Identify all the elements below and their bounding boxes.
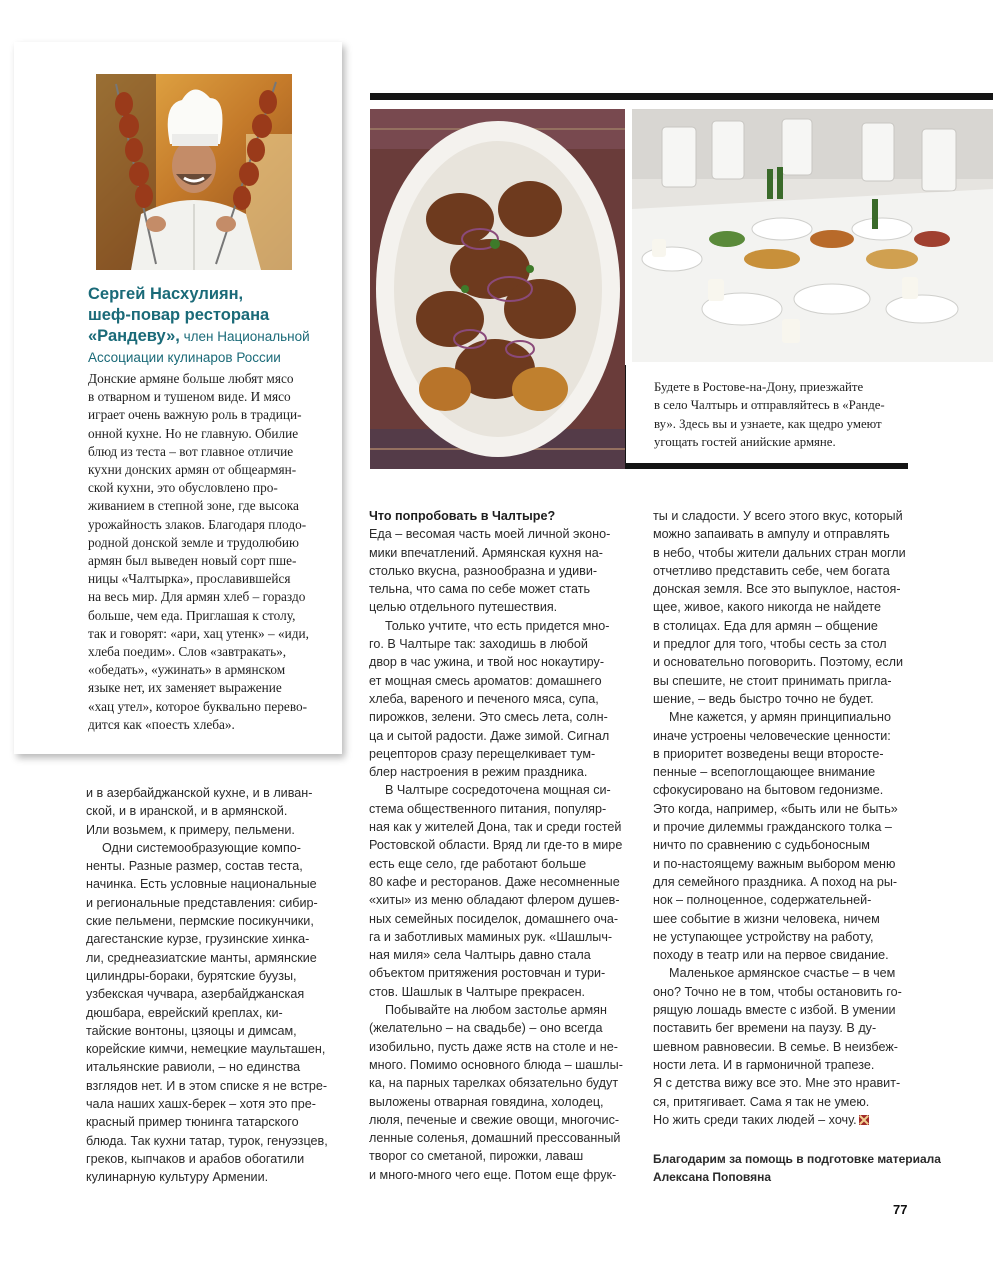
chef-quote xyxy=(88,370,328,734)
caption-line: Будете в Ростове-на-Дону, приезжайте xyxy=(654,380,864,394)
quote-line: в отварном и тушеном виде. И мясо xyxy=(88,389,291,405)
text-line: Но жить среди таких людей – хочу. xyxy=(653,1111,918,1129)
text-line: есть еще село, где работают больше xyxy=(369,856,587,871)
text-line: чала наших хашх-берек – хотя это пре- xyxy=(86,1097,316,1112)
text-line: Маленькое армянское счастье – в чем xyxy=(669,966,896,981)
text-line: Побывайте на любом застолье армян xyxy=(385,1003,607,1018)
text-line: объектом притяжения ростовчан и тури- xyxy=(369,966,606,981)
text-line: ных семейных посиделок, домашнего оча- xyxy=(369,911,619,926)
quote-line: ницы «Чалтырка», прославившейся xyxy=(88,571,291,587)
quote-line: «хац утел», которое буквально перево- xyxy=(88,698,308,714)
text-line: стов. Шашлык в Чалтыре прекрасен. xyxy=(369,984,586,999)
text-line: Я с детства вижу все это. Мне это нравит- xyxy=(653,1076,901,1091)
text-line: и в азербайджанской кухне, и в ливан- xyxy=(86,786,313,800)
text-line: мики впечатлений. Армянская кухня на- xyxy=(369,545,603,560)
text-line: и по-настоящему важным выбором меню xyxy=(653,856,896,871)
text-line: ца и сытой радости. Даже зимой. Сигнал xyxy=(369,728,610,743)
end-mark-icon xyxy=(859,1115,869,1125)
text-line: не уступающее устройству на работу, xyxy=(653,929,874,944)
text-line: го. В Чалтыре так: заходишь в любой xyxy=(369,637,588,652)
text-line: столько вкусна, разнообразна и удиви- xyxy=(369,563,598,578)
article-column-3 xyxy=(653,507,918,1129)
text-line: греков, кыпчаков и арабов обогатили xyxy=(86,1151,305,1166)
chef-name-line: Сергей Насхулиян, xyxy=(88,285,244,303)
quote-line: ской кухни, это обусловлено про- xyxy=(88,480,278,496)
text-line: ские пельмени, пермские посикунчики, xyxy=(86,914,314,929)
text-line: ся, притягивает. Сама я так не умею. xyxy=(653,1094,870,1109)
text-line: люля, печеные и свежие овощи, многочис- xyxy=(369,1112,620,1127)
chef-portrait-photo xyxy=(96,74,292,270)
article-column-2 xyxy=(369,507,634,1184)
text-line: га и заботливых маминых рук. «Шашлыч- xyxy=(369,929,613,944)
text-line: ка, на парных тарелках обязательно будут xyxy=(369,1076,619,1091)
text-line: Или возьмем, к примеру, пельмени. xyxy=(86,822,295,837)
quote-line: блюд из теста – вот главное отличие xyxy=(88,443,294,459)
text-line: Ростовской области. Вряд ли где-то в мире xyxy=(369,838,623,853)
text-line: ет мощная смесь ароматов: домашнего xyxy=(369,673,602,688)
text-line: хлеба, вареного и печеного мяса, супа, xyxy=(369,691,599,706)
text-line: ты и сладости. У всего этого вкус, который xyxy=(653,509,903,523)
text-line: начинка. Есть условные национальные xyxy=(86,877,317,892)
banquet-table-photo xyxy=(632,109,993,362)
text-line: поставить бег времени на паузу. В ду- xyxy=(653,1021,877,1036)
text-line: взглядов нет. И в этом списке я не встре- xyxy=(86,1078,328,1093)
text-line: тельна, что сама по себе может стать xyxy=(369,582,591,597)
text-line: Еда – весомая часть моей личной эконо- xyxy=(369,527,611,542)
quote-line: онной кухне. Но не главную. Обилие xyxy=(88,425,299,441)
quote-line: живанием в степной зоне, где высока xyxy=(88,498,299,514)
text-line: можно запаивать в ампулу и отправлять xyxy=(653,527,890,542)
quote-line: языке нет, их заменяет выражение xyxy=(88,680,282,696)
text-line: (желательно – на свадьбе) – оно всегда xyxy=(369,1021,603,1036)
restaurant-name: «Рандеву», xyxy=(88,327,180,345)
text-line: для семейного праздника. А поход на ры- xyxy=(653,874,898,889)
chef-title-line: шеф-повар ресторана xyxy=(88,306,270,324)
text-line: в приоритет возведены вещи второсте- xyxy=(653,746,884,761)
text-line: ской, и в иранской, и в армянской. xyxy=(86,804,288,819)
text-line: иначе устроены человеческие ценности: xyxy=(653,728,891,743)
text-line: оно? Точно не в том, чтобы остановить го- xyxy=(653,984,902,999)
text-line: ная как у жителей Дона, так и среди гостей xyxy=(369,820,622,835)
text-line: шение, – ведь быстро точно не будет. xyxy=(653,691,874,706)
text-line: выложены отварная говядина, холодец, xyxy=(369,1094,604,1109)
chef-credit xyxy=(88,284,333,368)
text-line: дагестанские курзе, грузинские хинка- xyxy=(86,932,310,947)
text-line: нок – полноценное, содержательней- xyxy=(653,893,872,908)
section-heading: Что попробовать в Чалтыре? xyxy=(369,509,556,523)
text-line: кулинарную культуру Армении. xyxy=(86,1170,269,1185)
text-line: шевном равновесии. В семье. В неизбеж- xyxy=(653,1039,898,1054)
text-line: узбекская чучвара, азербайджанская xyxy=(86,987,305,1002)
text-line: ненты. Разные размер, состав теста, xyxy=(86,859,303,874)
text-line: отчетливо представить себе, чем богата xyxy=(653,563,890,578)
text-line: ничто по сравнению с судьбоносным xyxy=(653,838,870,853)
text-line: цилиндры-бораки, бурятские буузы, xyxy=(86,968,297,983)
text-line: тайские вонтоны, цзяоцы и димсам, xyxy=(86,1023,297,1038)
quote-line: урожайность злаков. Благодаря плодо- xyxy=(88,516,307,532)
text-line: изобильно, пусть даже яств на столе и не- xyxy=(369,1039,618,1054)
quote-line: больше, чем еда. Приглашая к столу, xyxy=(88,607,296,623)
text-line: и много-много чего еще. Потом еще фрук- xyxy=(369,1167,617,1182)
top-rule xyxy=(370,93,993,100)
text-line: шее событие в жизни человека, ничем xyxy=(653,911,880,926)
text-line: и предлог для того, чтобы сесть за стол xyxy=(653,637,887,652)
quote-line: хлеба поедим». Слов «завтракать», xyxy=(88,644,287,660)
quote-line: «обедать», «ужинать» в армянском xyxy=(88,662,286,678)
quote-line: играет очень важную роль в традици- xyxy=(88,407,302,423)
caption-line: в село Чалтырь и отправляйтесь в «Ранде- xyxy=(654,398,885,413)
acknowledgement-line: Алексана Поповяна xyxy=(653,1170,772,1184)
text-line: дюшбара, еврейский креплах, ки- xyxy=(86,1005,283,1020)
text-line: двор в час ужина, и твой нос нокаутиру- xyxy=(369,655,605,670)
text-line: в столицах. Еда для армян – общение xyxy=(653,618,878,633)
text-line: блер настроения в режим праздника. xyxy=(369,765,588,780)
caption-line: угощать гостей анийские армяне. xyxy=(654,434,836,449)
text-line: рецепторов сразу перещелкивает тум- xyxy=(369,746,596,761)
text-line: итальянские равиоли, – но единства xyxy=(86,1060,301,1075)
text-line: ли, среднеазиатские манты, армянские xyxy=(86,950,317,965)
quote-line: армян был выведен новый сорт пше- xyxy=(88,553,297,569)
quote-line: дится как «поесть хлеба». xyxy=(88,716,235,732)
caption-rule xyxy=(625,463,908,469)
text-line: красный пример тюнинга татарского xyxy=(86,1115,299,1130)
quote-line: на весь мир. Для армян хлеб – гораздо xyxy=(88,589,306,605)
text-line: вы спешите, не стоит принимать пригла- xyxy=(653,673,892,688)
text-line: пирожков, зелени. Это смесь лета, солн- xyxy=(369,710,608,725)
chef-association: Ассоциации кулинаров России xyxy=(88,350,281,365)
shashlik-plate-photo xyxy=(370,109,625,469)
quote-line: родной донской земле и трудолюбию xyxy=(88,534,299,550)
text-line: ная миля» села Чалтырь давно стала xyxy=(369,948,591,963)
text-line: рящую лошадь вместе с избой. В умении xyxy=(653,1003,896,1018)
text-line: Одни системообразующие компо- xyxy=(102,840,301,855)
text-line: корейские кимчи, немецкие маульташен, xyxy=(86,1042,326,1057)
text-line: Мне кажется, у армян принципиально xyxy=(669,710,892,725)
text-line: и прочие дилеммы гражданского толка – xyxy=(653,820,892,835)
text-line: «хиты» из меню обладают флером душев- xyxy=(369,893,620,908)
text-line: ленные соленья, домашний прессованный xyxy=(369,1131,621,1146)
caption-line: ву». Здесь вы и узнаете, как щедро умеют xyxy=(654,416,882,431)
text-line: пенные – всепоглощающее внимание xyxy=(653,765,876,780)
acknowledgement-line: Благодарим за помощь в подготовке материала xyxy=(653,1152,941,1166)
article-column-1 xyxy=(86,784,351,1187)
photo-caption xyxy=(654,378,914,451)
acknowledgement xyxy=(653,1150,941,1186)
caption-rule-vertical xyxy=(625,365,626,465)
text-line: целью отдельного путешествия. xyxy=(369,600,558,615)
chef-role: член Национальной xyxy=(179,329,310,344)
text-line: 80 кафе и ресторанов. Даже несомненные xyxy=(369,874,620,889)
quote-line: Донские армяне больше любят мясо xyxy=(88,371,294,386)
text-line: творог со сметаной, пирожки, лаваш xyxy=(369,1149,584,1164)
page-number: 77 xyxy=(893,1202,908,1217)
text-line: сфокусировано на бытовом гедонизме. xyxy=(653,783,884,798)
text-line: походу в театр или на первое свидание. xyxy=(653,948,889,963)
text-line: много. Помимо основного блюда – шашлы- xyxy=(369,1057,623,1072)
text-line: В Чалтыре сосредоточена мощная си- xyxy=(385,783,611,798)
text-line: стема общественного питания, популяр- xyxy=(369,801,607,816)
quote-line: кухни донских армян от общеармян- xyxy=(88,462,297,478)
text-line: и региональные представления: сибир- xyxy=(86,895,318,910)
quote-line: так и говорят: «ари, хац утенк» – «иди, xyxy=(88,625,309,641)
text-line: донская земля. Все это выпуклое, настоя- xyxy=(653,582,901,597)
text-line: в небо, чтобы жители дальних стран могли xyxy=(653,545,906,560)
text-line: и основательно поговорить. Поэтому, если xyxy=(653,655,904,670)
text-line: ности лета. И в гармоничной трапезе. xyxy=(653,1057,875,1072)
text-line: блюда. Так кухни татар, турок, генуэзцев, xyxy=(86,1133,328,1148)
text-line: Это когда, например, «быть или не быть» xyxy=(653,801,898,816)
text-line: Только учтите, что есть придется мно- xyxy=(385,618,610,633)
text-line: щее, живое, какого никогда не найдете xyxy=(653,600,882,615)
